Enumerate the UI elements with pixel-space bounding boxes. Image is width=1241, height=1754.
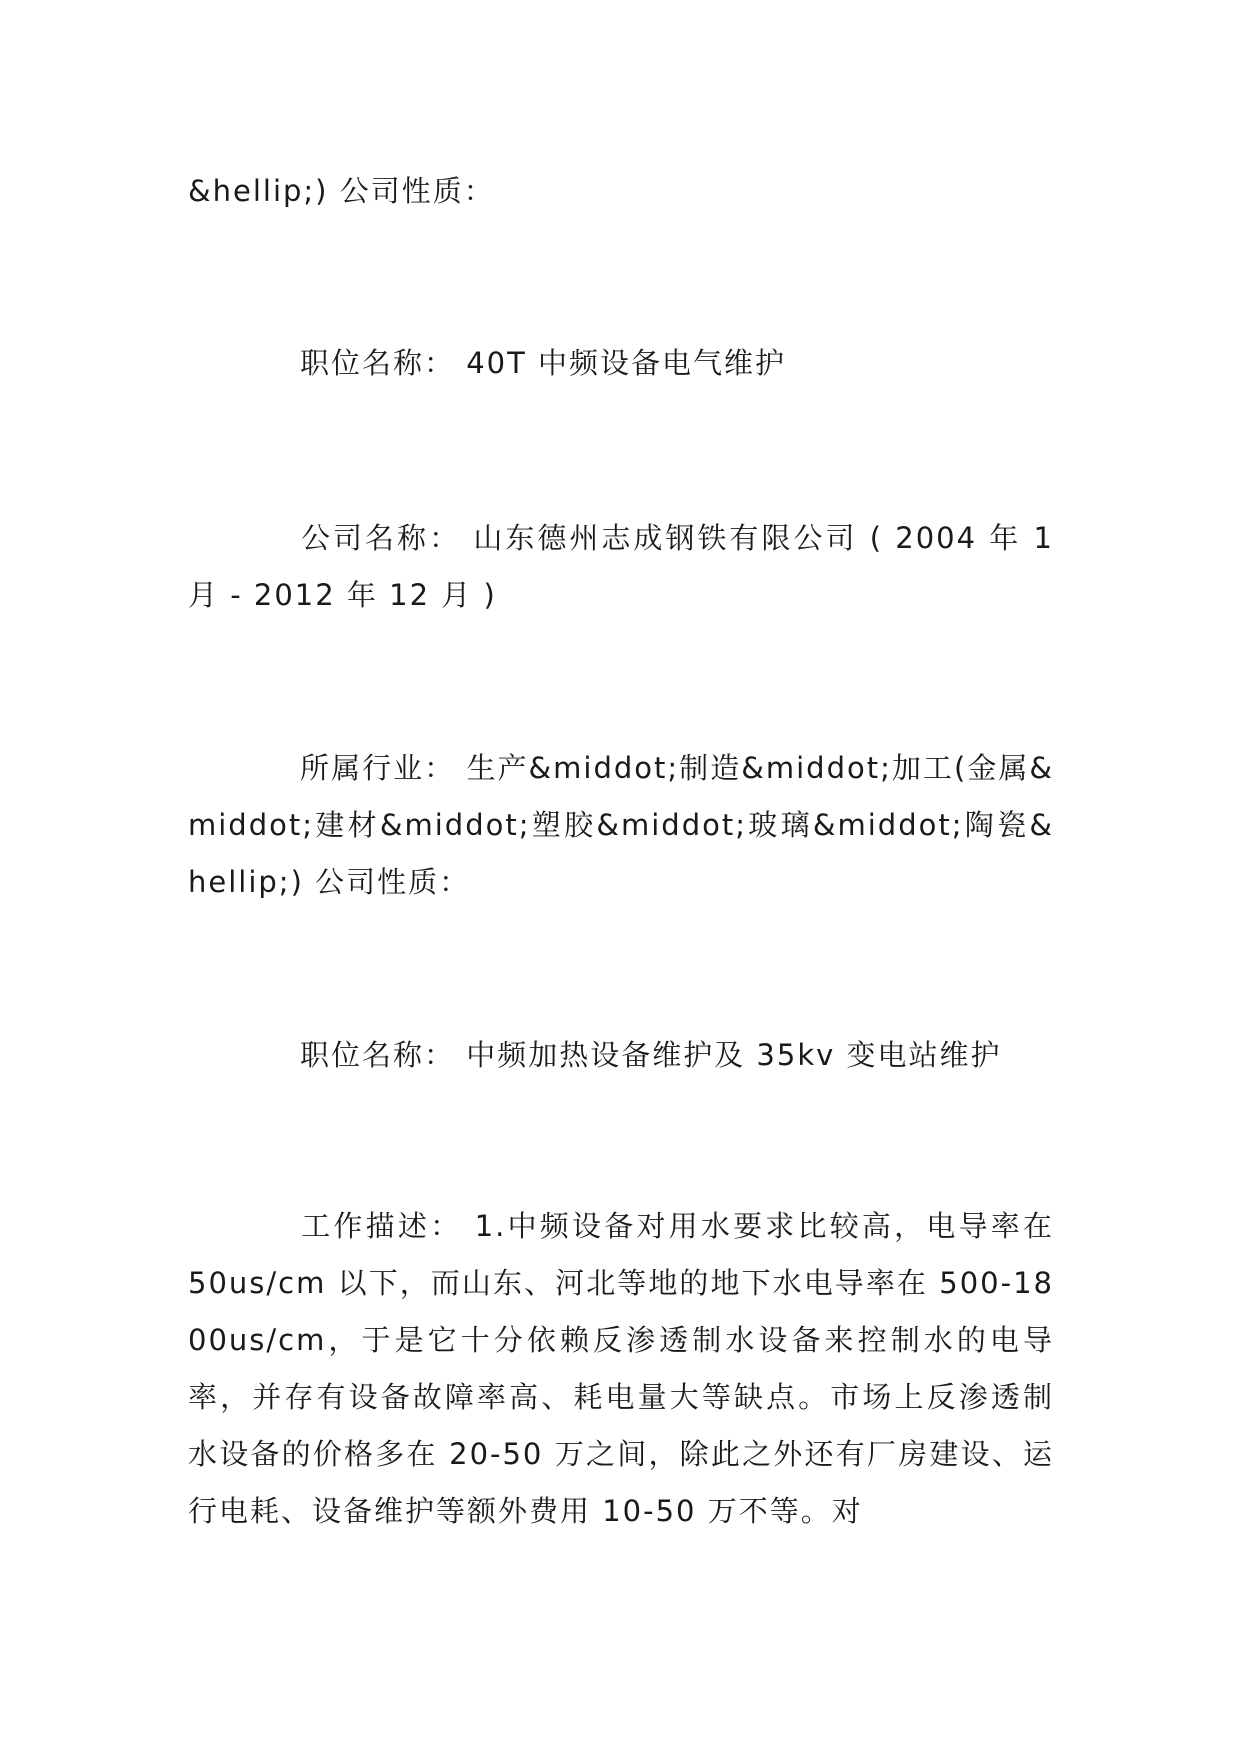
paragraph-text: 职位名称： 40T 中频设备电气维护: [300, 346, 787, 380]
paragraph-text: 职位名称： 中频加热设备维护及 35kv 变电站维护: [300, 1038, 1002, 1072]
paragraph-text: &hellip;) 公司性质：: [188, 174, 495, 208]
job-title-paragraph-2: [188, 1027, 1054, 1084]
company-nature-paragraph-top: [188, 163, 1054, 220]
company-name-paragraph: [188, 510, 1054, 624]
job-title-paragraph-1: [188, 335, 1054, 392]
paragraph-text: 公司名称： 山东德州志成钢铁有限公司 ( 2004 年 1 月 - 2012 年 12 月 ): [188, 521, 1054, 612]
job-description-paragraph: [188, 1198, 1054, 1540]
paragraph-text: 工作描述： 1.中频设备对用水要求比较高，电导率在 50us/cm 以下，而山东、河北等地的地下水电导率在 500-1800us/cm，于是它十分依赖反渗透制水设备来控制水的电导率，并存有设备故障率高、耗电量大等缺点。市场上反渗透制水设备的价格多在 20-50 万之间，除此之外还有厂房建设、运行电耗、设备维护等额外费用 10-50 万不等。对: [188, 1209, 1054, 1528]
industry-paragraph: [188, 740, 1054, 911]
paragraph-text: 所属行业： 生产&middot;制造&middot;加工(金属&middot;建材&middot;塑胶&middot;玻璃&middot;陶瓷&hellip;) 公司性质：: [188, 751, 1054, 899]
